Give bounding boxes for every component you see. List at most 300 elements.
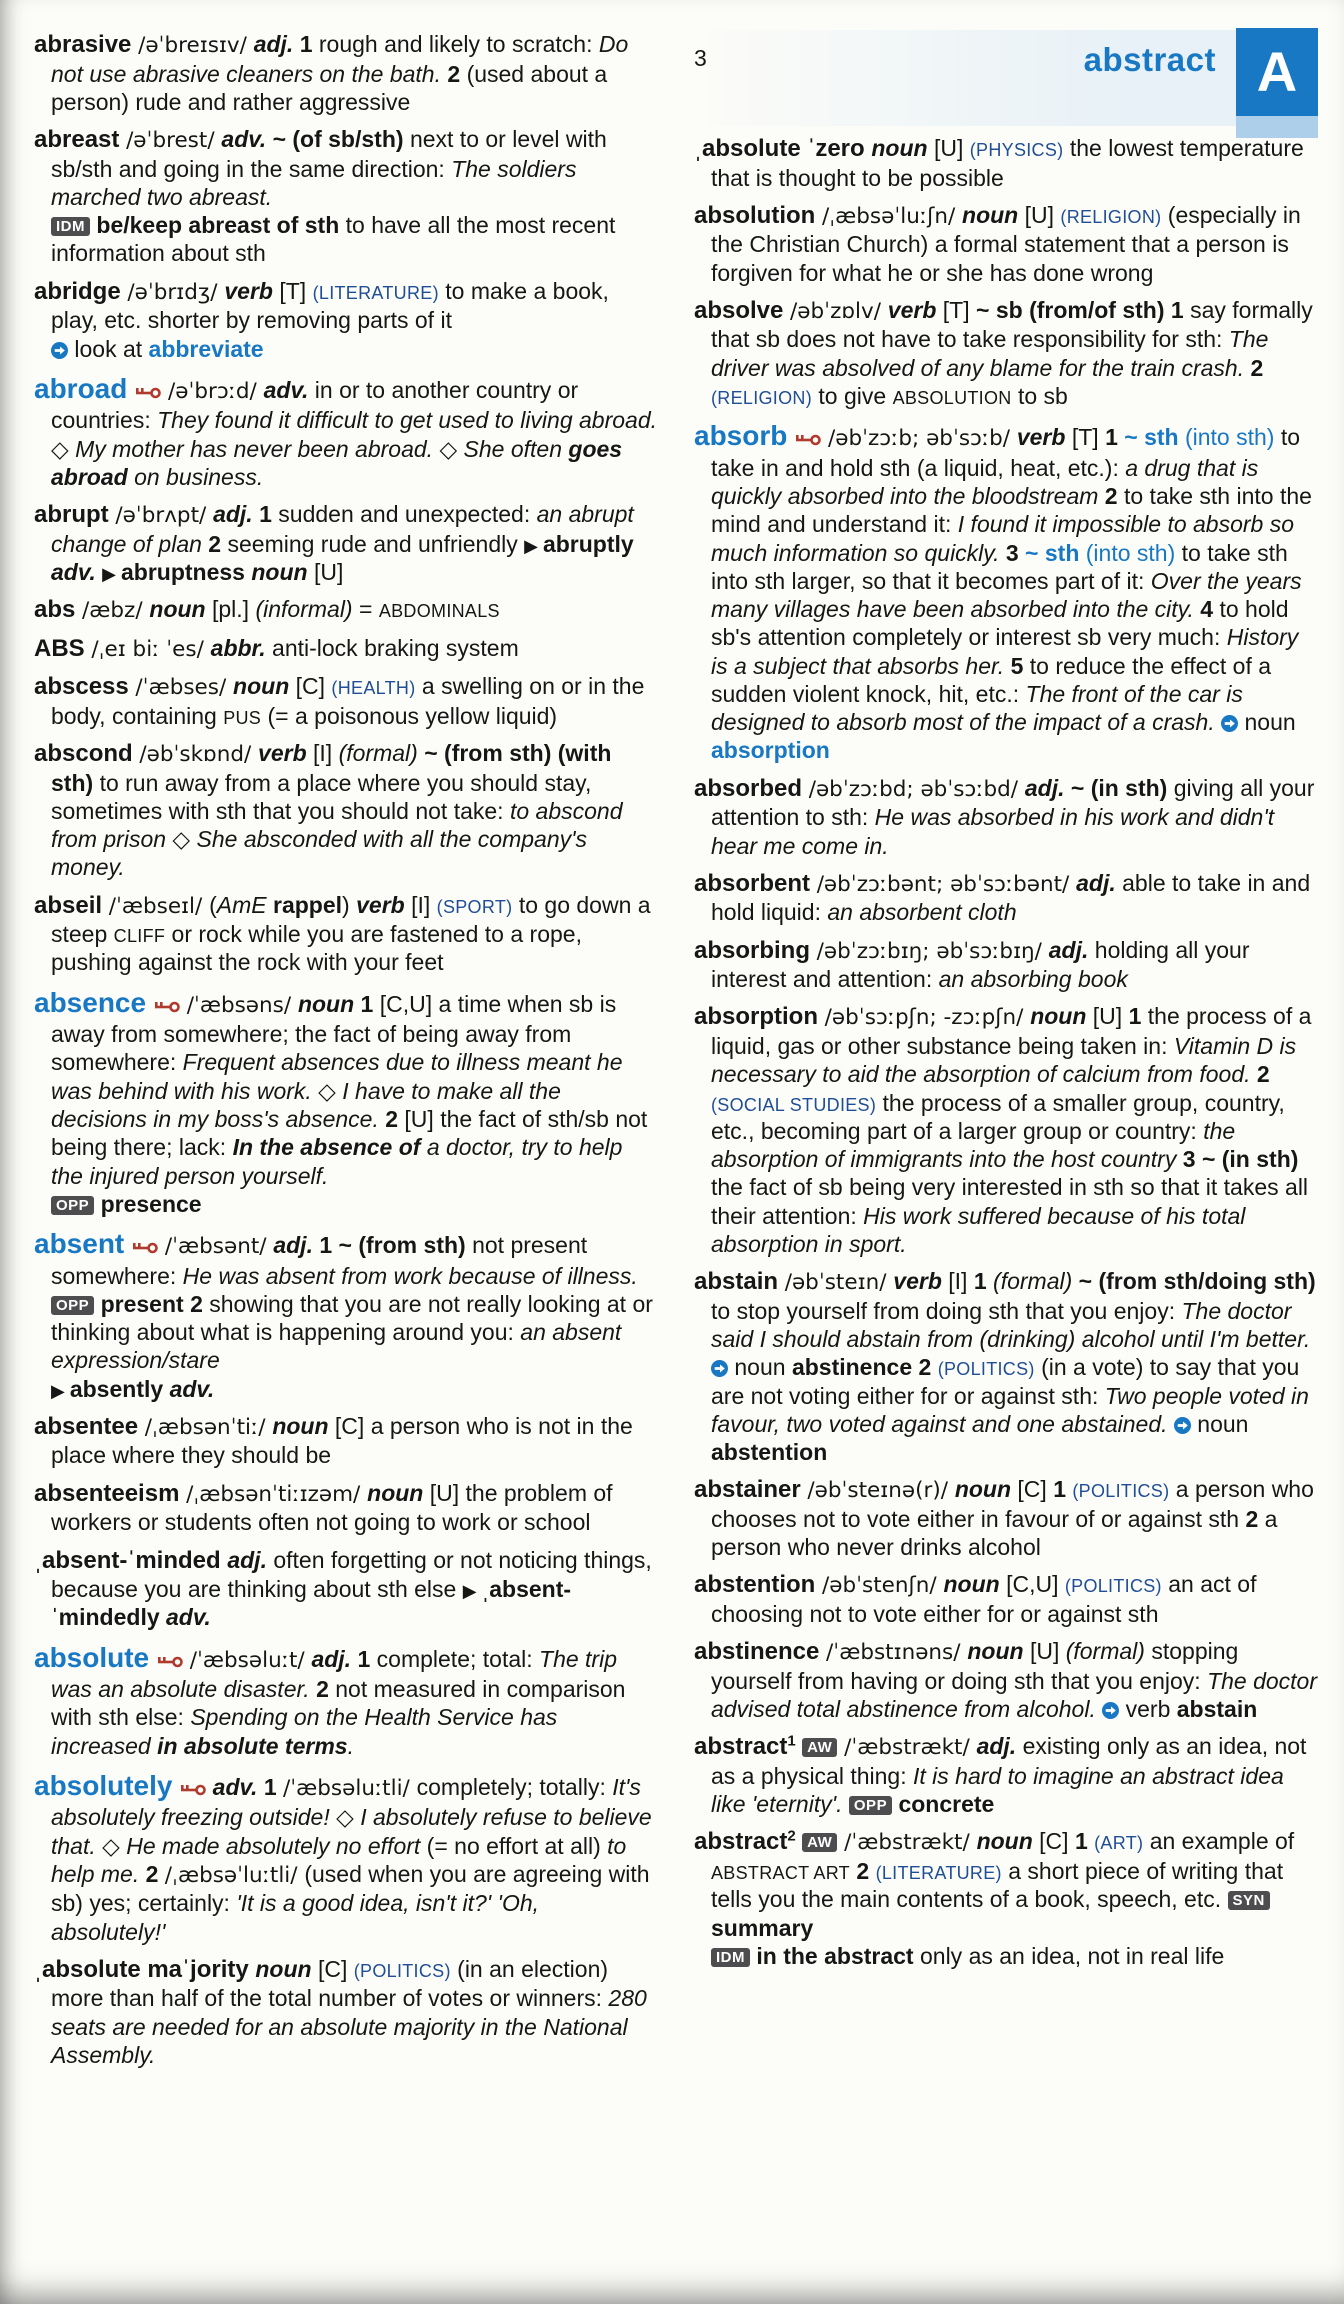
phonetics: /ˈæbstrækt/ <box>837 1735 977 1761</box>
part-of-speech: noun <box>1030 1003 1093 1030</box>
phonetics: /ˈæbses/ <box>135 675 234 701</box>
definition-text: the problem of workers or students often not going to work or school <box>51 1479 613 1536</box>
phonetics: /əbˈskɒnd/ <box>139 741 259 767</box>
key-icon <box>154 990 180 1018</box>
definition-text: (= a poisonous yellow liquid) <box>261 702 558 729</box>
key-icon <box>180 1773 206 1801</box>
cross-reference: absorption <box>711 737 830 764</box>
headword-key: absorb <box>694 420 796 452</box>
part-of-speech: adv. <box>166 1604 211 1631</box>
headword: abscond <box>34 739 140 767</box>
small-caps-reference: PUS <box>223 707 262 728</box>
definition-text: in or to another country or countries: <box>51 376 579 434</box>
sense-number: 4 <box>1200 596 1220 623</box>
page-header <box>694 30 1318 126</box>
phonetics: /əbˈzɒlv/ <box>790 298 888 324</box>
example-text: (formal) <box>993 1268 1079 1295</box>
pattern-text: (into sth) <box>1184 424 1281 451</box>
derivative-marker-icon: ▶ <box>102 563 121 584</box>
definition-text: a person who is not in the place where they should be <box>51 1412 633 1469</box>
definition-text: not measured in comparison with sth else: <box>51 1676 626 1731</box>
example-text: (informal) <box>255 596 359 623</box>
definition-text: to run away from a place where you should stay, sometimes with sth that you should not take: <box>51 769 592 824</box>
grammar-info: [I] <box>411 891 437 918</box>
example-text: (formal) <box>1065 1638 1152 1665</box>
definition-text: (used when you are agreeing with sb) yes; certainly: <box>51 1860 650 1917</box>
headword: ˌabsolute maˈjority <box>34 1955 256 1983</box>
phonetics: /ˌæbsənˈtiːɪzəm/ <box>186 1481 368 1507</box>
part-of-speech: adj. <box>1048 936 1095 963</box>
dictionary-entry <box>694 419 1318 765</box>
headword: absorbed <box>694 774 809 802</box>
example-text: The soldiers marched two abreast. <box>51 155 577 210</box>
part-of-speech: noun <box>967 1638 1030 1665</box>
definition-text: next to or level with sb/sth and going in the same direction: <box>51 126 607 182</box>
part-of-speech: adj. <box>976 1733 1023 1760</box>
grammar-info: [C,U] <box>379 990 439 1017</box>
definition-text: existing only as an idea, not as a physical thing: <box>711 1733 1307 1789</box>
headword: absolution <box>694 201 822 229</box>
example-text: a doctor, try to help the injured person yourself. <box>51 1134 623 1189</box>
dictionary-entry <box>34 1641 658 1760</box>
dictionary-entry <box>34 1546 658 1632</box>
grammar-info: [T] <box>279 277 313 304</box>
dictionary-entry <box>694 1267 1318 1466</box>
definition-text: rough and likely to scratch: <box>318 31 599 57</box>
part-of-speech: verb <box>224 277 280 304</box>
headword: abstention <box>694 1571 823 1599</box>
guide-word: abstract <box>1083 41 1216 78</box>
definition-text: the fact of sth/sb not being there; lack: <box>51 1105 648 1161</box>
phonetics: /ˈæbstrækt/ <box>837 1830 977 1856</box>
part-of-speech: verb <box>1016 424 1072 451</box>
phonetics: /əbˈzɔːb; əbˈsɔːb/ <box>821 426 1017 452</box>
sense-number: 2 <box>918 1354 938 1381</box>
headword: absorption <box>694 1003 825 1031</box>
bold-text: in the abstract <box>750 1942 920 1969</box>
bold-text: abruptly <box>542 530 634 557</box>
key-icon <box>132 1231 158 1259</box>
dictionary-entry <box>694 134 1318 192</box>
headword: abs <box>34 596 83 624</box>
phonetics: /əbˈsteɪnə(r)/ <box>807 1478 955 1504</box>
sense-number: 2 <box>208 530 228 557</box>
headword-key: absolutely <box>34 1769 181 1801</box>
part-of-speech: noun <box>954 1476 1018 1503</box>
example-text: The doctor advised total abstinence from alcohol. <box>711 1667 1318 1723</box>
example-text: to abscond from prison ◇ She absconded with all the company's money. <box>51 797 623 881</box>
subject-label: (RELIGION) <box>1060 206 1162 227</box>
opp-box: OPP <box>849 1796 892 1815</box>
definition-text: (in an election) more than half of the total number of votes or winners: <box>51 1955 609 2012</box>
bold-example: goes abroad <box>51 435 623 490</box>
phonetics: /əbˈzɔːbənt; əbˈsɔːbənt/ <box>816 871 1077 897</box>
part-of-speech: adj. <box>253 31 300 57</box>
part-of-speech: noun <box>272 1412 335 1439</box>
phonetics: /ˌeɪ biː ˈes/ <box>91 636 211 662</box>
part-of-speech: adj. <box>1076 869 1123 896</box>
dictionary-entry <box>694 296 1318 410</box>
headword: abstract <box>694 1828 788 1856</box>
dictionary-entry <box>34 1227 658 1403</box>
cross-reference-arrow-icon <box>1102 1695 1119 1723</box>
bold-text: abstinence <box>791 1354 919 1381</box>
definition-text: ) <box>342 891 357 918</box>
cross-reference-arrow-icon <box>51 335 68 363</box>
definition-text: a person who chooses not to vote either in favour of or against sth <box>711 1476 1314 1532</box>
sense-number: 2 <box>190 1290 210 1317</box>
definition-text: a short piece of writing that tells you the main contents of a book, speech, etc. <box>711 1857 1284 1913</box>
dictionary-entry <box>694 1827 1318 1970</box>
grammar-info: [U] <box>933 135 970 161</box>
sense-number: 1 <box>1053 1476 1073 1503</box>
definition-text: the process of a liquid, gas or other substance being taken in: <box>711 1003 1312 1059</box>
definition-text: sudden and unexpected: <box>278 501 537 528</box>
part-of-speech: noun <box>962 201 1025 228</box>
dictionary-entry <box>34 1479 658 1537</box>
bold-text: be/keep abreast of sth <box>90 212 346 239</box>
cross-reference-arrow-icon <box>1174 1410 1191 1438</box>
grammar-info: [U] <box>1024 201 1061 228</box>
definition-text: a person who never drinks alcohol <box>711 1505 1278 1561</box>
definition-text: (in a vote) to say that you are not voting either for or against sth: <box>711 1354 1300 1409</box>
part-of-speech: noun <box>255 1955 318 1982</box>
definition-text: showing that you are not really looking at or thinking about what is happening around you: <box>51 1290 653 1346</box>
part-of-speech: noun <box>297 990 361 1017</box>
headword: abstract <box>694 1733 788 1761</box>
key-icon <box>157 1645 183 1673</box>
homonym-number: 2 <box>787 1827 796 1845</box>
headword: ˌabsent-ˈminded <box>34 1546 228 1574</box>
subject-label: (POLITICS) <box>353 1960 451 1981</box>
grammar-info: [pl.] <box>212 596 256 623</box>
definition-text: noun <box>1238 709 1296 736</box>
part-of-speech: noun <box>149 596 212 623</box>
bold-text: ~ (from sth) <box>338 1232 473 1259</box>
opp-box: OPP <box>51 1296 94 1315</box>
grammar-info: [C] <box>1039 1828 1075 1855</box>
definition-text: to take in and hold sth (a liquid, heat, etc.): <box>711 424 1301 481</box>
part-of-speech: adj. <box>213 501 260 528</box>
cross-reference-arrow-icon <box>1221 708 1238 736</box>
phonetics: /əˈbreɪsɪv/ <box>138 33 254 58</box>
dictionary-entry <box>34 672 658 730</box>
definition-text: the fact of sb being very interested in sth so that it takes all their attention: <box>711 1174 1309 1229</box>
homonym-number: 1 <box>787 1732 796 1750</box>
dictionary-entry <box>34 372 658 491</box>
bold-text: abruptness <box>121 558 252 585</box>
definition-text: look at <box>68 335 149 362</box>
part-of-speech: abbr. <box>210 634 273 661</box>
part-of-speech: verb <box>258 739 314 766</box>
bold-text: ~ (from sth/doing sth) <box>1078 1268 1316 1295</box>
subject-label: (HEALTH) <box>331 678 416 699</box>
definition-text: (= no effort at all) <box>426 1832 608 1859</box>
sense-number: 2 <box>447 60 467 87</box>
definition-text: to hold sb's attention completely or interest sb very much: <box>711 596 1289 651</box>
definition-text: (used about a person) rude and rather aggressive <box>51 60 608 115</box>
subject-label: (PHYSICS) <box>969 140 1064 160</box>
bold-text: absently <box>69 1375 170 1402</box>
headword: abridge <box>34 277 128 305</box>
sense-number: 3 <box>1182 1146 1202 1173</box>
sense-number: 2 <box>1245 1505 1265 1532</box>
headword-key: absolute <box>34 1641 157 1673</box>
grammar-info: [T] <box>942 296 977 323</box>
example-text: He was absorbed in his work and didn't hear me come in. <box>711 804 1275 859</box>
pattern-text: (into sth) <box>1085 539 1182 566</box>
dictionary-entry <box>694 1002 1318 1258</box>
bold-text: ~ (in sth) <box>1201 1146 1299 1173</box>
dictionary-entry <box>34 277 658 363</box>
example-text: The front of the car is designed to absorb most of the impact of a crash. <box>711 680 1243 736</box>
example-text: It's absolutely freezing outside! ◇ I absolutely refuse to believe that. ◇ He made absolutely no effort <box>51 1773 652 1859</box>
definition-text: a time when sb is away from somewhere; the fact of being away from somewhere: <box>51 990 617 1076</box>
sense-number: 2 <box>1250 354 1264 381</box>
aw-box: AW <box>802 1833 837 1852</box>
right-column <box>694 30 1318 2078</box>
sense-number: 1 <box>357 1645 377 1672</box>
grammar-info: [T] <box>1071 424 1106 451</box>
definition-text: to have all the most recent information about sth <box>51 212 616 267</box>
phonetics: /ˈæbsənt/ <box>158 1234 274 1260</box>
grammar-info: [C] <box>295 673 332 700</box>
phonetics: /əbˈstenʃn/ <box>822 1573 944 1599</box>
page-number: 3 <box>694 45 707 71</box>
headword: abstainer <box>694 1476 808 1504</box>
example-text: Do not use abrasive cleaners on the bath. <box>51 31 629 87</box>
definition-text: noun <box>1190 1410 1249 1437</box>
definition-text: to give <box>812 382 893 409</box>
example-text: I found it impossible to absorb so much information so quickly. <box>711 511 1295 566</box>
definition-text: an act of choosing not to vote either for or against sth <box>711 1571 1257 1627</box>
bold-text: abstain <box>1176 1696 1258 1723</box>
part-of-speech: adj. <box>227 1546 274 1573</box>
dictionary-entry <box>34 986 658 1218</box>
headword-key: absent <box>34 1228 133 1260</box>
letter-tab: A <box>1236 28 1318 116</box>
bold-text: ~ (of sb/sth) <box>272 126 410 153</box>
dictionary-entry <box>34 1412 658 1470</box>
dictionary-entry <box>694 936 1318 994</box>
grammar-info: [U] <box>1029 1638 1066 1665</box>
sense-number: 1 <box>1074 1828 1095 1855</box>
definition-text: to take sth into sth larger, so that it becomes part of it: <box>711 539 1288 594</box>
sense-number: 1 <box>360 990 380 1017</box>
aw-box: AW <box>802 1738 837 1757</box>
grammar-info: [U] <box>313 558 344 585</box>
definition-text: to sb <box>1011 382 1068 409</box>
grammar-info: [C] <box>334 1412 371 1439</box>
definition-text: an example of <box>1143 1828 1295 1855</box>
definition-text: stopping yourself from having or doing sth that you enjoy: <box>711 1638 1239 1694</box>
bold-text: concrete <box>892 1791 995 1818</box>
grammar-info: [U] <box>1092 1003 1129 1030</box>
phonetics: /ˌæbsənˈtiː/ <box>144 1414 273 1440</box>
example-text: History is a subject that absorbs her. <box>711 624 1299 679</box>
example-text: Spending on the Health Service has increased <box>51 1704 558 1759</box>
definition-text: giving all your attention to sth: <box>711 774 1315 831</box>
small-caps-reference: CLIFF <box>113 926 166 947</box>
letter-tab-wrap <box>1236 28 1318 138</box>
part-of-speech: adv. <box>169 1375 215 1402</box>
example-text: . <box>347 1732 354 1759</box>
definition-text: to take sth into the mind and understand it: <box>711 482 1312 538</box>
subject-label: (SOCIAL STUDIES) <box>711 1094 877 1115</box>
definition-text: (especially in the Christian Church) a formal statement that a person is forgiven for what he or she has done wrong <box>711 201 1301 286</box>
sense-number: 1 <box>1170 296 1191 323</box>
sense-number: 2 <box>856 1857 876 1884</box>
phonetics: /əbˈsɔːpʃn; -zɔːpʃn/ <box>824 1005 1031 1031</box>
headword: ABS <box>34 634 92 662</box>
key-icon <box>795 423 821 451</box>
idm-box: IDM <box>51 217 90 236</box>
sense-number: 5 <box>1010 652 1030 679</box>
headword: absorbent <box>694 869 817 897</box>
sense-number: 2 <box>145 1860 165 1887</box>
cross-reference: ~ sth <box>1025 539 1086 566</box>
bold-text: present <box>94 1290 191 1317</box>
subject-label: (LITERATURE) <box>312 282 439 303</box>
dictionary-entry <box>694 1637 1318 1723</box>
subject-label: (POLITICS) <box>1072 1481 1170 1502</box>
definition-text: a swelling on or in the body, containing <box>51 673 645 729</box>
part-of-speech: adv. <box>263 376 315 403</box>
definition-text: = <box>358 596 379 623</box>
bold-example: In the absence of <box>232 1134 427 1161</box>
phonetics: /ˈæbsəns/ <box>179 992 298 1018</box>
headword: abstinence <box>694 1638 827 1666</box>
headword: ˌabsolute ˈzero <box>694 135 872 162</box>
example-text: Frequent absences due to illness meant he was behind with his work. ◇ I have to make all the decisions in my boss's absence. <box>51 1049 623 1132</box>
example-text: an absorbing book <box>938 966 1128 993</box>
sense-number: 2 <box>1256 1061 1270 1088</box>
definition-text: holding all your interest and attention: <box>711 936 1250 993</box>
bold-text: presence <box>94 1190 202 1217</box>
dictionary-entry <box>34 891 658 977</box>
part-of-speech: noun <box>233 673 296 700</box>
example-text: His work suffered because of his total absorption in sport. <box>711 1202 1246 1257</box>
dictionary-entry <box>34 739 658 882</box>
left-column <box>34 30 658 2078</box>
example-text: 280 seats are needed for an absolute majority in the National Assembly. <box>51 1985 647 2068</box>
example-text: on business. <box>134 463 264 490</box>
sense-number: 2 <box>1104 482 1124 509</box>
example-text: The doctor said I should abstain from (drinking) alcohol until I'm better. <box>711 1297 1311 1352</box>
columns-container <box>34 30 1318 2078</box>
phonetics: /ˈæbseɪl/ <box>108 893 210 919</box>
definition-text: to go down a steep <box>51 891 651 948</box>
derivative-marker-icon: ▶ <box>524 535 543 556</box>
bold-example: in absolute terms <box>157 1732 348 1759</box>
definition-text: often forgetting or not noticing things, because you are thinking about sth else <box>51 1546 652 1603</box>
derivative-marker-icon: ▶ <box>462 1581 482 1602</box>
part-of-speech: verb <box>887 296 943 323</box>
phonetics: /əˈbrɪdʒ/ <box>127 279 225 305</box>
example-text: Two people voted in favour, two voted against and one abstained. <box>711 1382 1309 1437</box>
definition-text: ( <box>209 891 217 918</box>
part-of-speech: adj. <box>311 1645 358 1672</box>
sense-number: 1 <box>1105 424 1125 451</box>
idm-box: IDM <box>711 1948 750 1967</box>
headword: abstain <box>694 1268 785 1296</box>
headword-key: absence <box>34 986 154 1018</box>
definition-text: or rock while you are fastened to a rope, pushing against the rock with your feet <box>51 921 582 976</box>
phonetics: /ˈæbsəluːt/ <box>182 1647 312 1673</box>
part-of-speech: adv. <box>206 1773 264 1800</box>
key-icon <box>135 376 161 404</box>
dictionary-entry <box>34 634 658 664</box>
example-text: to help me. <box>51 1832 627 1887</box>
example-text: AmE <box>216 891 274 918</box>
bold-text: ~ (from sth) (with sth) <box>51 739 612 796</box>
cross-reference: abbreviate <box>148 335 264 362</box>
example-text: (formal) <box>338 739 425 766</box>
phonetics: /əˈbrest/ <box>126 128 222 154</box>
dictionary-entry <box>694 1475 1318 1561</box>
grammar-info: [C,U] <box>1006 1571 1065 1598</box>
definition-text: to reduce the effect of a sudden violent knock, hit, etc.: <box>711 652 1272 707</box>
headword: abseil <box>34 891 109 919</box>
sense-number: 1 <box>263 1773 283 1800</box>
headword: absorbing <box>694 936 817 964</box>
subject-label: (SPORT) <box>436 896 513 917</box>
example-text: Vitamin D is necessary to aid the absorption of calcium from food. <box>711 1032 1297 1088</box>
headword: abreast <box>34 126 127 154</box>
example-text: It is hard to imagine an abstract idea like 'eternity'. <box>711 1762 1284 1818</box>
subject-label: (POLITICS) <box>1064 1576 1162 1597</box>
dictionary-entry <box>34 1955 658 2069</box>
phonetics: /əˈbrʌpt/ <box>115 503 214 529</box>
part-of-speech: adj. <box>273 1232 320 1259</box>
definition-text: noun <box>728 1354 792 1381</box>
subject-label: (POLITICS) <box>937 1359 1035 1380</box>
definition-text: to make a book, play, etc. shorter by removing parts of it <box>51 277 609 334</box>
grammar-info: [I] <box>948 1268 974 1295</box>
part-of-speech: adj. <box>1024 774 1071 801</box>
part-of-speech: noun <box>871 135 934 161</box>
part-of-speech: noun <box>367 1479 430 1506</box>
opp-box: OPP <box>51 1196 94 1215</box>
definition-text: the process of a smaller group, country, etc., becoming part of a larger group or country: <box>711 1089 1285 1144</box>
headword: abrupt <box>34 501 116 529</box>
bold-text: ˌabsent-ˈmindedly <box>51 1576 572 1631</box>
definition-text: anti-lock braking system <box>272 634 519 661</box>
example-text: an abrupt change of plan <box>51 501 634 557</box>
example-text: The trip was an absolute disaster. <box>51 1645 617 1703</box>
phonetics: /æbz/ <box>82 598 150 624</box>
dictionary-entry <box>34 1769 658 1946</box>
definition-text: seeming rude and unfriendly <box>227 530 525 557</box>
sense-number: 1 <box>973 1268 994 1295</box>
dictionary-entry <box>694 201 1318 287</box>
dictionary-entry <box>34 500 658 586</box>
bold-text: rappel <box>273 891 343 918</box>
small-caps-reference: ABSTRACT ART <box>711 1862 850 1883</box>
grammar-info: [U] <box>429 1479 466 1506</box>
dictionary-entry <box>694 774 1318 860</box>
dictionary-entry <box>34 30 658 116</box>
phonetics: /əbˈzɔːbd; əbˈsɔːbd/ <box>808 776 1025 802</box>
definition-text: not present somewhere: <box>51 1232 588 1289</box>
example-text: an absorbent cloth <box>827 899 1017 926</box>
example-text: an absent expression/stare <box>51 1319 622 1374</box>
example-text: The driver was absolved of any blame for the train crash. <box>711 326 1269 381</box>
dictionary-entry <box>694 1570 1318 1628</box>
headword-key: abroad <box>34 372 136 404</box>
subject-label: (LITERATURE) <box>875 1862 1002 1883</box>
bold-text: ~ (in sth) <box>1070 774 1174 801</box>
